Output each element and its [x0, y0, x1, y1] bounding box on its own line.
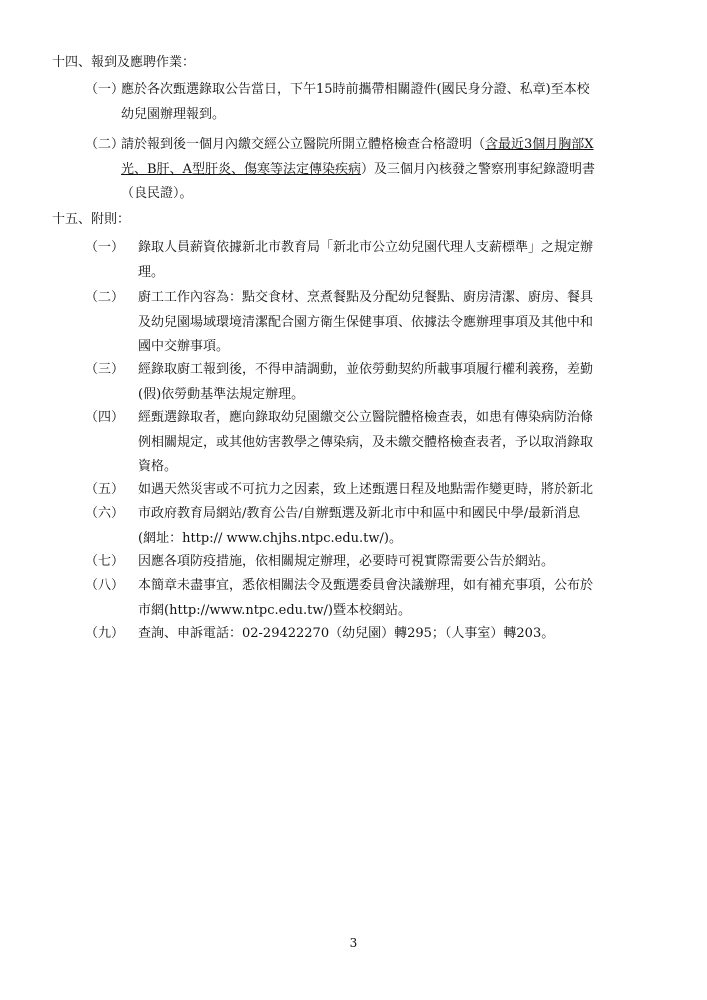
text-segment: （良民證）。 [121, 186, 193, 201]
text-line [138, 622, 554, 647]
text-line [121, 182, 595, 207]
text-segment: 國中交辦事項。 [138, 339, 230, 354]
item-number: （一） [85, 82, 125, 97]
item-text [138, 478, 593, 503]
text-line [138, 311, 593, 336]
text-line [138, 502, 580, 527]
item-number: （四） [85, 410, 125, 425]
text-segment: 經錄取廚工報到後，不得申請調動，並依勞動契約所載事項履行權利義務，差勤 [138, 362, 594, 377]
item-number: （七） [85, 554, 125, 569]
item-text [138, 236, 593, 285]
item-text [138, 502, 580, 551]
page-number: 3 [349, 936, 358, 950]
text-segment: 如遇天然災害或不可抗力之因素，致上述甄選日程及地點需作變更時，將於新北 [138, 482, 594, 497]
text-segment: 例相關規定，或其他妨害教學之傳染病，及未繳交體格檢查表者，予以取消錄取 [138, 434, 594, 450]
text-segment: 經甄選錄取者，應向錄取幼兒園繳交公立醫院體格檢查表，如患有傳染病防治條 [138, 410, 594, 425]
text-line [138, 335, 593, 360]
text-line [138, 527, 580, 552]
item-text [121, 78, 590, 127]
text-segment: 市政府教育局網站/教育公告/自辦甄選及新北市中和區中和國民中學/最新消息 [138, 506, 581, 521]
text-line [138, 455, 593, 480]
item-number: （二） [85, 290, 125, 305]
item-number: （六） [85, 506, 125, 521]
item-text [138, 286, 593, 360]
item-number: （八） [85, 578, 125, 593]
text-segment: 理。 [138, 264, 165, 280]
text-line [138, 574, 593, 599]
text-segment: 資格。 [138, 459, 178, 474]
text-segment: 廚工工作內容為：點交食材、烹煮餐點及分配幼兒餐點、廚房清潔、廚房、餐具 [138, 290, 594, 305]
text-line [121, 78, 590, 103]
text-line [138, 383, 593, 408]
text-line [121, 103, 590, 128]
text-line [138, 406, 593, 431]
text-segment: 應於各次甄選錄取公告當日，下午15時前攜帶相關證件(國民身分證、私章)至本校 [121, 82, 590, 97]
item-text [138, 550, 554, 575]
item-text [138, 574, 593, 623]
item-number: （三） [85, 362, 125, 377]
text-line [138, 599, 593, 624]
text-segment: 幼兒園辦理報到。 [121, 106, 226, 122]
underlined-text: 光、B肝、A型肝炎、傷寒等法定傳染疾病 [121, 161, 361, 177]
text-segment: 及幼兒園場域環境清潔配合園方衛生保健事項、依據法令應辦理事項及其他中和 [138, 314, 594, 330]
underlined-text: 含最近3個月胸部X [485, 137, 594, 152]
item-text [138, 622, 554, 647]
text-line [138, 261, 593, 286]
item-number: （二） [85, 137, 125, 152]
text-segment: ）及三個月內核發之警察刑事紀錄證明書 [360, 161, 595, 177]
text-line [138, 550, 554, 575]
text-segment: 本簡章未盡事宜，悉依相關法令及甄選委員會決議辦理，如有補充事項，公布於 [138, 578, 594, 593]
text-line [138, 478, 593, 503]
item-text [138, 358, 593, 407]
item-text [121, 133, 595, 207]
text-line [138, 236, 593, 261]
text-segment: 查詢、申訴電話：02-29422270（幼兒園）轉295；（人事室）轉203。 [138, 626, 555, 641]
text-line [121, 158, 595, 183]
text-segment: 市網(http://www.ntpc.edu.tw/)暨本校網站。 [138, 602, 411, 618]
section-title: 十四、報到及應聘作業： [52, 55, 196, 70]
text-segment: (假)依勞動基準法規定辦理。 [138, 386, 305, 402]
item-number: （一） [85, 240, 125, 255]
text-line [138, 358, 593, 383]
item-number: （九） [85, 626, 125, 641]
text-segment: 因應各項防疫措施，依相關規定辦理，必要時可視實際需要公告於網站。 [138, 554, 555, 569]
item-number: （五） [85, 482, 125, 497]
text-line [138, 431, 593, 456]
text-segment: 請於報到後一個月內繳交經公立醫院所開立體格檢查合格證明（ [121, 137, 486, 152]
text-segment: 錄取人員薪資依據新北市教育局「新北市公立幼兒園代理人支薪標準」之規定辦 [138, 240, 594, 255]
section-title: 十五、附則： [52, 212, 131, 227]
text-line [138, 286, 593, 311]
item-text [138, 406, 593, 480]
text-line [121, 133, 595, 158]
text-segment: (網址：http:// www.chjhs.ntpc.edu.tw/)。 [138, 530, 402, 546]
